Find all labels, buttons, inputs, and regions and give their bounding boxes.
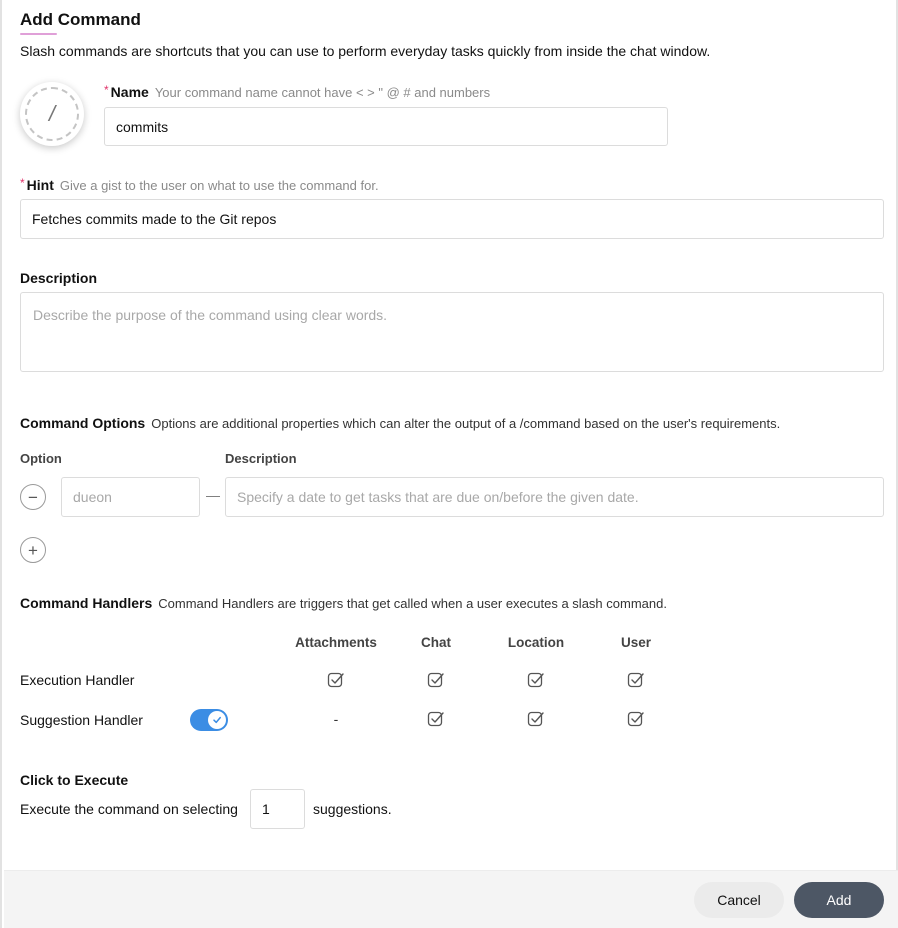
command-options-heading <box>20 415 780 431</box>
remove-option-button[interactable] <box>20 484 46 510</box>
checkbox-checked-icon <box>627 710 645 728</box>
command-options-description: Options are additional properties which can alter the output of a /command based on the user's requirements. <box>151 416 781 431</box>
page-subtitle: Slash commands are shortcuts that you can use to perform everyday tasks quickly from inside the chat window. <box>20 43 711 59</box>
column-header-attachments: Attachments <box>295 635 377 650</box>
checkbox-checked-icon <box>527 710 545 728</box>
execution-chat-checkbox[interactable] <box>386 671 486 689</box>
hint-input[interactable] <box>20 199 884 239</box>
suggestion-handler-toggle[interactable] <box>190 709 228 731</box>
title-underline <box>20 33 57 35</box>
hint-label-row <box>20 177 379 193</box>
option-description-placeholder: Specify a date to get tasks that are due on/before the given date. <box>237 489 639 505</box>
suggestion-attachments-unavailable: - <box>333 711 339 727</box>
description-placeholder: Describe the purpose of the command using clear words. <box>33 307 388 323</box>
hint-hint: Give a gist to the user on what to use the command for. <box>59 178 379 193</box>
description-textarea[interactable] <box>20 292 884 372</box>
execution-handler-label: Execution Handler <box>20 672 135 688</box>
option-name-placeholder: dueon <box>73 489 112 505</box>
suggestion-handler-label: Suggestion Handler <box>20 712 143 728</box>
execution-location-checkbox[interactable] <box>486 671 586 689</box>
hint-input-value: Fetches commits made to the Git repos <box>32 211 277 227</box>
add-button[interactable]: Add <box>794 882 884 918</box>
execute-prefix-text: Execute the command on selecting <box>20 801 238 817</box>
suggestion-count-input[interactable] <box>250 789 305 829</box>
minus-icon: − <box>28 487 38 507</box>
option-description-input[interactable] <box>225 477 884 517</box>
option-column-header: Option <box>20 451 62 466</box>
execution-attachments-checkbox[interactable] <box>286 671 386 689</box>
command-handlers-description: Command Handlers are triggers that get called when a user executes a slash command. <box>158 596 667 611</box>
cancel-button[interactable]: Cancel <box>694 882 784 918</box>
suggestion-chat-checkbox[interactable] <box>386 710 486 728</box>
command-handlers-title: Command Handlers <box>20 595 153 611</box>
page-title: Add Command <box>20 10 141 29</box>
name-input[interactable] <box>104 107 668 146</box>
column-header-location: Location <box>507 635 565 650</box>
name-label: Name <box>110 84 149 100</box>
slash-icon: / <box>25 87 79 141</box>
required-mark: * <box>104 83 109 97</box>
option-name-input[interactable] <box>61 477 200 517</box>
click-to-execute-title: Click to Execute <box>20 772 129 788</box>
toggle-knob <box>208 711 226 729</box>
command-options-title: Command Options <box>20 415 146 431</box>
name-label-row <box>104 84 490 100</box>
add-option-button[interactable] <box>20 537 46 563</box>
execute-suffix-text: suggestions. <box>313 801 392 817</box>
command-handlers-heading <box>20 595 667 611</box>
description-label: Description <box>20 270 98 286</box>
command-icon-picker[interactable] <box>20 82 84 146</box>
checkbox-checked-icon <box>327 671 345 689</box>
column-header-user: User <box>620 635 652 650</box>
checkbox-checked-icon <box>627 671 645 689</box>
checkbox-checked-icon <box>427 710 445 728</box>
plus-icon: + <box>28 540 38 560</box>
check-icon <box>212 715 222 725</box>
checkbox-checked-icon <box>427 671 445 689</box>
suggestion-user-checkbox[interactable] <box>586 710 686 728</box>
suggestion-location-checkbox[interactable] <box>486 710 586 728</box>
column-header-chat: Chat <box>421 635 451 650</box>
hint-label: Hint <box>26 177 54 193</box>
required-mark: * <box>20 176 25 190</box>
suggestion-count-value: 1 <box>262 801 270 817</box>
checkbox-checked-icon <box>527 671 545 689</box>
execution-user-checkbox[interactable] <box>586 671 686 689</box>
name-input-value: commits <box>116 118 169 135</box>
option-separator: — <box>206 487 220 503</box>
name-hint: Your command name cannot have < > " @ # and numbers <box>154 85 491 100</box>
option-description-column-header: Description <box>225 451 297 466</box>
